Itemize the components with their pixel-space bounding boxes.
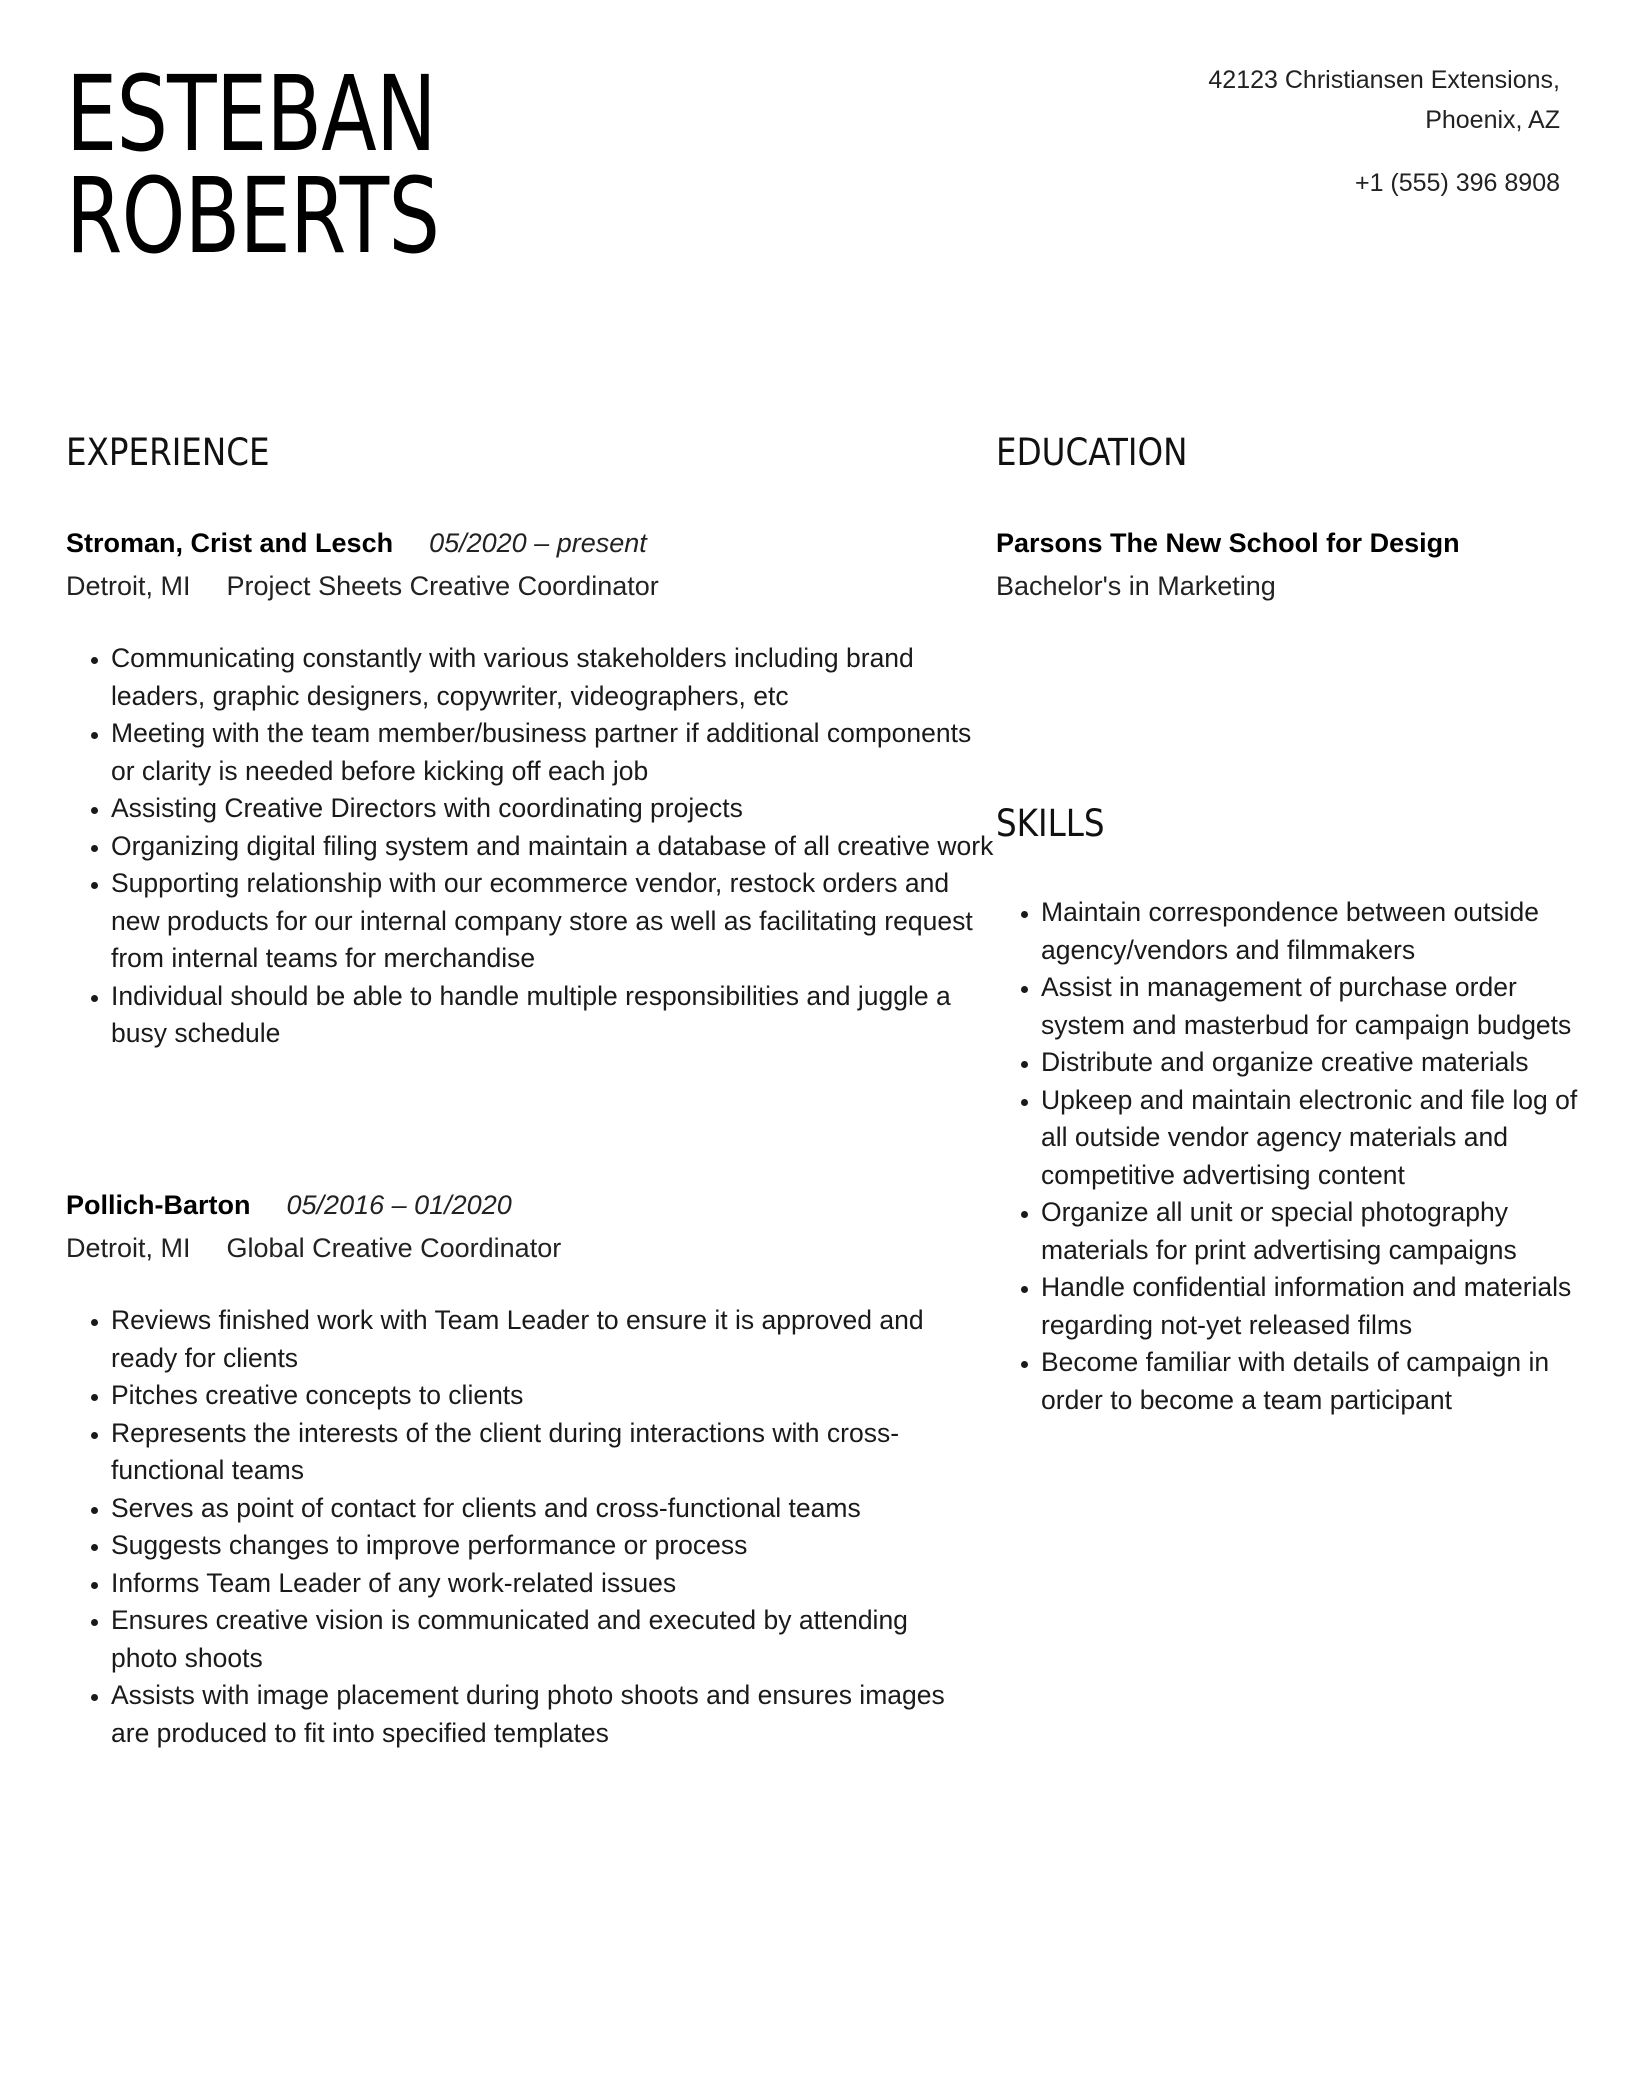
skill-item: • Upkeep and maintain electronic and file log of all outside vendor agency materials and competitive advertising content bbox=[1041, 1082, 1601, 1195]
contact-address bbox=[1208, 60, 1560, 140]
job-2-bullets bbox=[66, 1302, 971, 1752]
job-2-location: Detroit, MI bbox=[66, 1233, 191, 1263]
skill-item: • Become familiar with details of campaign in order to become a team participant bbox=[1041, 1344, 1601, 1419]
job-1-bullet: • Assisting Creative Directors with coordinating projects bbox=[111, 790, 1001, 828]
job-1-dates: 05/2020 – present bbox=[429, 528, 647, 558]
job-1-location: Detroit, MI bbox=[66, 571, 191, 601]
job-1-company: Stroman, Crist and Lesch bbox=[66, 528, 394, 558]
job-2-bullet: • Represents the interests of the client during interactions with cross-functional teams bbox=[111, 1415, 971, 1490]
skills-list bbox=[996, 894, 1601, 1419]
skills-heading: SKILLS bbox=[996, 802, 1105, 845]
job-2-bullet: • Suggests changes to improve performance or process bbox=[111, 1527, 971, 1565]
job-1-bullet: • Organizing digital filing system and maintain a database of all creative work bbox=[111, 828, 1001, 866]
skill-item: • Handle confidential information and materials regarding not-yet released films bbox=[1041, 1269, 1601, 1344]
job-2-bullet: • Ensures creative vision is communicated and executed by attending photo shoots bbox=[111, 1602, 971, 1677]
job-1-bullets bbox=[66, 640, 1001, 1053]
job-2-bullet: • Pitches creative concepts to clients bbox=[111, 1377, 971, 1415]
skill-item: • Assist in management of purchase order system and masterbud for campaign budgets bbox=[1041, 969, 1601, 1044]
job-1-bullet: • Supporting relationship with our ecommerce vendor, restock orders and new products for our internal company store as well as facilitating request from internal teams for merchandise bbox=[111, 865, 1001, 978]
education-degree: Bachelor's in Marketing bbox=[996, 571, 1276, 601]
job-2-dates: 05/2016 – 01/2020 bbox=[286, 1190, 512, 1220]
education-entry bbox=[996, 530, 1460, 557]
experience-heading: EXPERIENCE bbox=[66, 431, 270, 474]
address-line-1: 42123 Christiansen Extensions, bbox=[1208, 66, 1560, 94]
address-line-2: Phoenix, AZ bbox=[1425, 106, 1560, 134]
job-1-bullet: • Meeting with the team member/business partner if additional components or clarity is needed before kicking off each job bbox=[111, 715, 1001, 790]
skill-item: • Maintain correspondence between outside agency/vendors and filmmakers bbox=[1041, 894, 1601, 969]
name-last: ROBERTS bbox=[66, 155, 440, 277]
education-heading: EDUCATION bbox=[996, 431, 1188, 474]
job-1-header bbox=[66, 530, 647, 557]
job-2-bullet: • Serves as point of contact for clients and cross-functional teams bbox=[111, 1490, 971, 1528]
job-1-bullet: • Communicating constantly with various stakeholders including brand leaders, graphic designers, copywriter, videographers, etc bbox=[111, 640, 1001, 715]
skill-item: • Distribute and organize creative materials bbox=[1041, 1044, 1601, 1082]
job-2-bullet: • Reviews finished work with Team Leader to ensure it is approved and ready for clients bbox=[111, 1302, 971, 1377]
skill-item: • Organize all unit or special photography materials for print advertising campaigns bbox=[1041, 1194, 1601, 1269]
name-first: ESTEBAN bbox=[66, 53, 436, 175]
job-2-bullet: • Informs Team Leader of any work-related issues bbox=[111, 1565, 971, 1603]
job-1-bullet: • Individual should be able to handle multiple responsibilities and juggle a busy schedule bbox=[111, 978, 1001, 1053]
job-1-subheader bbox=[66, 573, 659, 600]
job-2-header bbox=[66, 1192, 512, 1219]
job-2-bullet: • Assists with image placement during photo shoots and ensures images are produced to fit into specified templates bbox=[111, 1677, 971, 1752]
job-2-title: Global Creative Coordinator bbox=[226, 1233, 562, 1263]
contact-phone: +1 (555) 396 8908 bbox=[1354, 169, 1560, 197]
education-school: Parsons The New School for Design bbox=[996, 528, 1460, 558]
job-2-company: Pollich-Barton bbox=[66, 1190, 251, 1220]
job-1-title: Project Sheets Creative Coordinator bbox=[226, 571, 659, 601]
job-2-subheader bbox=[66, 1235, 561, 1262]
